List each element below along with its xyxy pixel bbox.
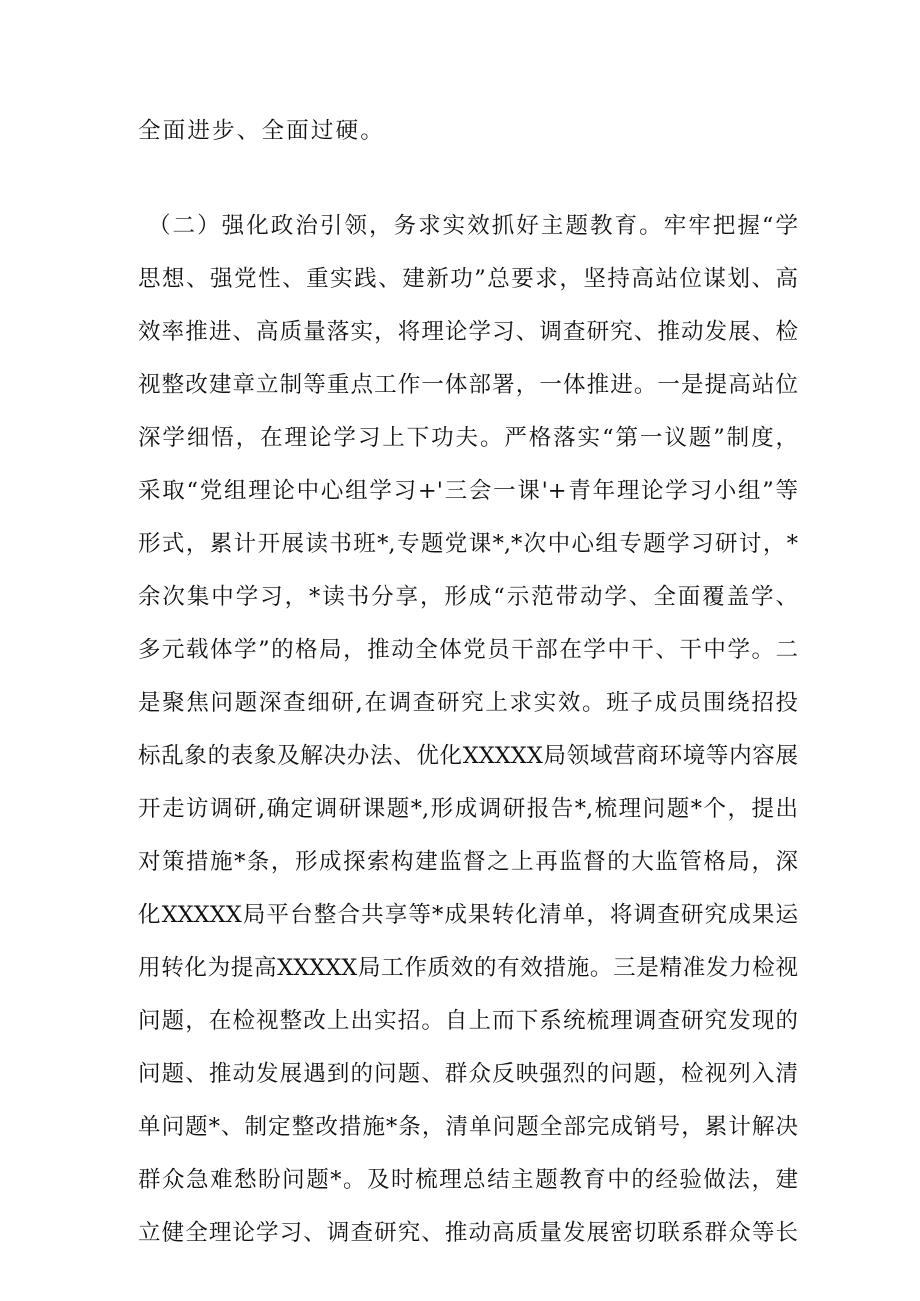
paragraph-line: 多元载体学”的格局，推动全体党员干部在学中干、干中学。二 [138,637,798,663]
paragraph-line: 深学细悟，在理论学习上下功夫。严格落实“第一议题”制度， [138,425,798,451]
paragraph-line: 视整改建章立制等重点工作一体部署，一体推进。一是提高站位 [138,372,798,398]
paragraph-line: 效率推进、高质量落实，将理论学习、调查研究、推动发展、检 [138,319,798,345]
paragraph-line: 开走访调研,确定调研课题*,形成调研报告*,梳理问题*个，提出 [138,796,798,822]
paragraph-line: 思想、强党性、重实践、建新功”总要求，坚持高站位谋划、高 [138,266,798,292]
paragraph-line: 是聚焦问题深查细研,在调查研究上求实效。班子成员围绕招投 [138,690,798,716]
paragraph-line: 采取“党组理论中心组学习+'三会一课'+青年理论学习小组”等 [138,478,798,504]
paragraph-line: 问题、推动发展遇到的问题、群众反映强烈的问题，检视列入清 [138,1061,798,1087]
paragraph-line: 单问题*、制定整改措施*条，清单问题全部完成销号，累计解决 [138,1114,798,1140]
paragraph-line: （二）强化政治引领，务求实效抓好主题教育。牢牢把握“学 [148,213,798,239]
paragraph-line: 化XXXXX局平台整合共享等*成果转化清单，将调查研究成果运 [138,902,798,928]
paragraph-line: 全面进步、全面过硬。 [138,118,386,144]
paragraph-line: 用转化为提高XXXXX局工作质效的有效措施。三是精准发力检视 [138,955,798,981]
paragraph-line: 问题，在检视整改上出实招。自上而下系统梳理调查研究发现的 [138,1008,798,1034]
paragraph-line: 立健全理论学习、调查研究、推动高质量发展密切联系群众等长 [138,1220,798,1246]
paragraph-line: 余次集中学习，*读书分享，形成“示范带动学、全面覆盖学、 [138,584,798,610]
paragraph-line: 对策措施*条，形成探索构建监督之上再监督的大监管格局，深 [138,849,798,875]
paragraph-line: 标乱象的表象及解决办法、优化XXXXX局领域营商环境等内容展 [138,743,798,769]
paragraph-line: 群众急难愁盼问题*。及时梳理总结主题教育中的经验做法，建 [138,1167,798,1193]
paragraph-line: 形式，累计开展读书班*,专题党课*,*次中心组专题学习研讨，* [138,531,798,557]
